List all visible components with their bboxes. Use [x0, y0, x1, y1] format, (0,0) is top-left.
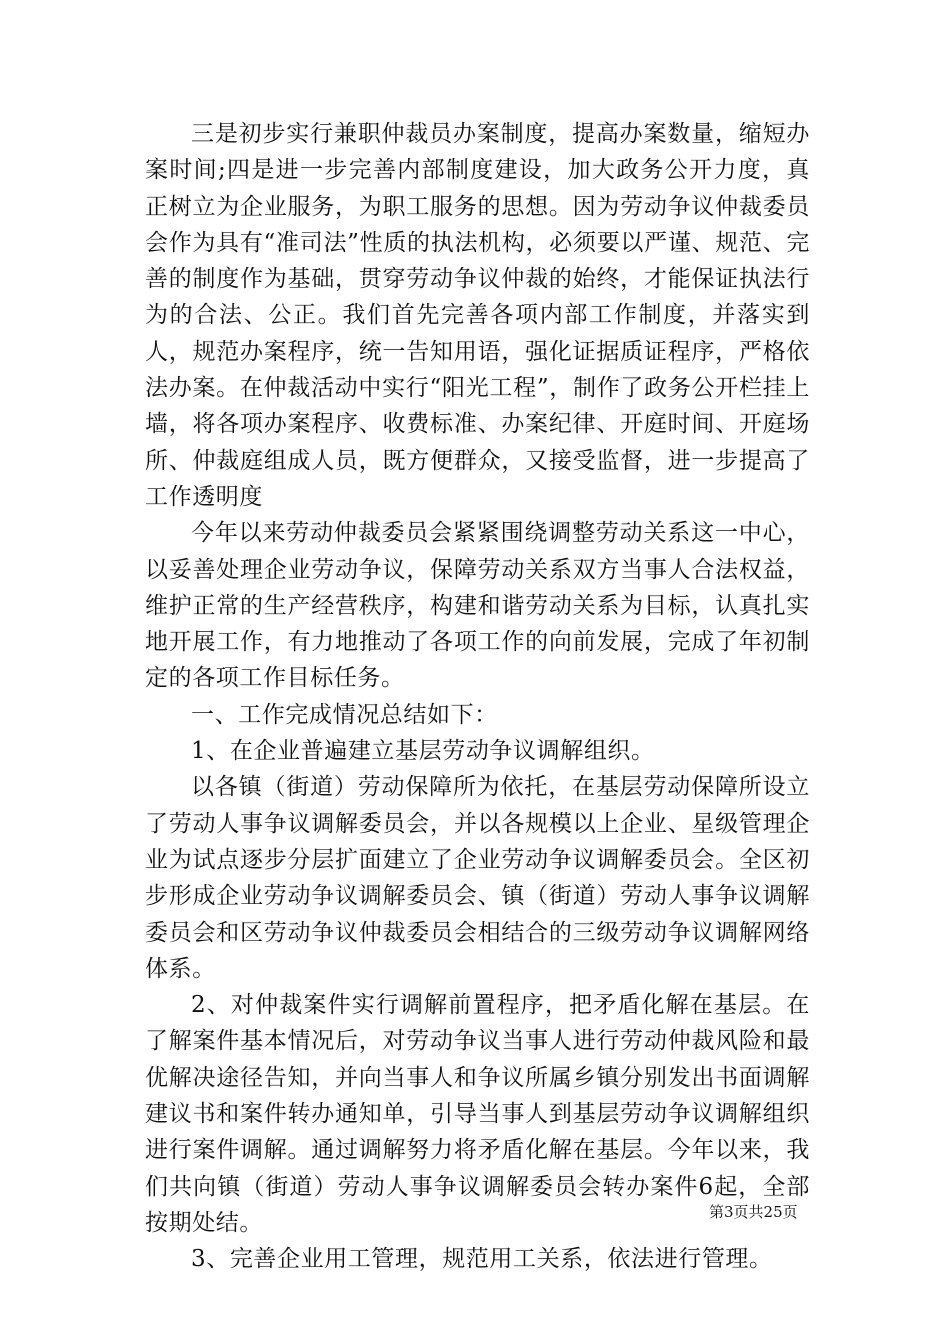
document-body: [145, 116, 810, 1278]
paragraph-4-item-1: 1、在企业普遍建立基层劳动争议调解组织。: [191, 738, 655, 765]
paragraph-6-item-2: 2、对仲裁案件实行调解前置程序，把矛盾化解在基层。在了解案件基本情况后，对劳动争议当事人进行劳动仲裁风险和最优解决途径告知，并向当事人和争议所属乡镇分别发出书面调解建议书和案件转办通知单，引导当事人到基层劳动争议调解组织进行案件调解。通过调解努力将矛盾化解在基层。今年以来，我们共向镇（街道）劳动人事争议调解委员会转办案件6起，全部按期处结。: [145, 992, 810, 1236]
paragraph-3-section-heading: 一、工作完成情况总结如下：: [191, 701, 498, 728]
page-footer-number: 第3页共25页: [709, 1203, 798, 1221]
paragraph-2: 今年以来劳动仲裁委员会紧紧围绕调整劳动关系这一中心，以妥善处理企业劳动争议，保障劳动关系双方当事人合法权益，维护正常的生产经营秩序，构建和谐劳动关系为目标，认真扎实地开展工作，有力地推动了各项工作的向前发展，完成了年初制定的各项工作目标任务。: [145, 520, 810, 692]
paragraph-1: 三是初步实行兼职仲裁员办案制度，提高办案数量，缩短办案时间;四是进一步完善内部制度建设，加大政务公开力度，真正树立为企业服务，为职工服务的思想。因为劳动争议仲裁委员会作为具有“准司法”性质的执法机构，必须要以严谨、规范、完善的制度作为基础，贯穿劳动争议仲裁的始终，才能保证执法行为的合法、公正。我们首先完善各项内部工作制度，并落实到人，规范办案程序，统一告知用语，强化证据质证程序，严格依法办案。在仲裁活动中实行“阳光工程”，制作了政务公开栏挂上墙，将各项办案程序、收费标准、办案纪律、开庭时间、开庭场所、仲裁庭组成人员，既方便群众，又接受监督，进一步提高了工作透明度: [145, 121, 810, 510]
paragraph-5: 以各镇（街道）劳动保障所为依托，在基层劳动保障所设立了劳动人事争议调解委员会，并以各规模以上企业、星级管理企业为试点逐步分层扩面建立了企业劳动争议调解委员会。全区初步形成企业劳动争议调解委员会、镇（街道）劳动人事争议调解委员会和区劳动争议仲裁委员会相结合的三级劳动争议调解网络体系。: [145, 774, 810, 982]
paragraph-7-item-3: 3、完善企业用工管理，规范用工关系，依法进行管理。: [191, 1246, 773, 1273]
